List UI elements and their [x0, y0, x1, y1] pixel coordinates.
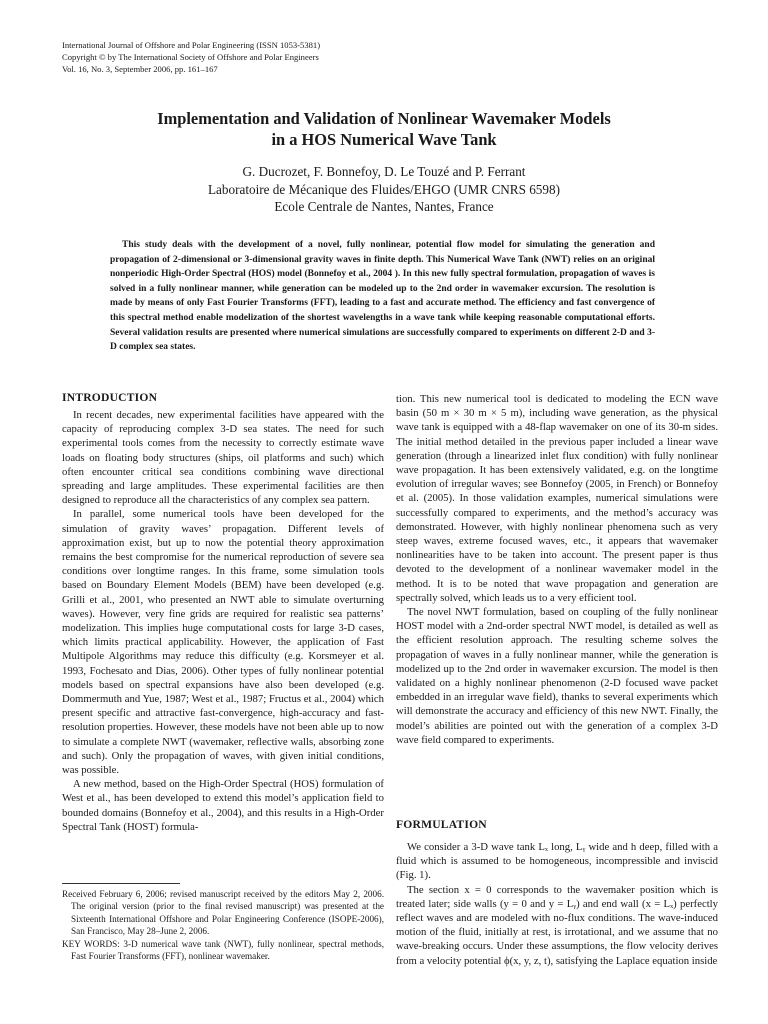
formulation-heading: FORMULATION	[396, 818, 487, 831]
journal-copyright: Copyright © by The International Society of Offshore and Polar Engineers	[62, 51, 319, 62]
introduction-heading: INTRODUCTION	[62, 391, 158, 404]
formulation-paragraph-2: The section x = 0 corresponds to the wavemaker position which is treated later; side walls (y = 0 and y = Lᵧ) and end wall (x = Lₓ) perfectly reflect waves and are modeled with no-flux conditions. The wave-induced motion of the fluid, initially at rest, is irrotational, and we assume that no wave-breaking occurs. Under these assumptions, the flow velocity derives from a velocity potential ϕ(x, y, z, t), satisfying the Laplace equation inside	[396, 883, 718, 967]
author-names: G. Ducrozet, F. Bonnefoy, D. Le Touzé and P. Ferrant	[242, 164, 526, 179]
author-block	[60, 163, 708, 216]
introduction-paragraph-2: In parallel, some numerical tools have been developed for the simulation of gravity waves’ propagation. Different levels of approximation exist, but up to now the potential theory approximation remains the best compromise for the numerical reproduction of severe sea conditions over longtime ranges. In this frame, some simulation tools based on Boundary Element Models (BEM) have been developed (e.g. Grilli et al., 2001, who presented an NWT able to simulate overturning waves). However, very fine grids are required for realistic sea patterns’ modelization. This implies huge computational costs for large 3-D cases, which limits practical applicability. However, the application of Fast Multipole Algorithms may reduce this difficulty (e.g. Korsmeyer et al. 1993, Fochesato and Dias, 2006). Other types of fully nonlinear potential models based on spectral expansions have also been developed (e.g. Dommermuth and Yue, 1987; West et al., 1987; Fructus et al., 2004) which present specific and attractive fast-convergence, high-accuracy and fast-resolution properties. However, these models have not been able up to now to simulate a complete NWT (wavemaker, reflective walls, absorbing zone and such). Only the propagation of waves, with given initial conditions, was possible.	[62, 508, 384, 777]
footnote-divider	[62, 883, 180, 884]
formulation-paragraph-1: We consider a 3-D wave tank Lₓ long, Lᵧ wide and h deep, filled with a fluid which is assumed to be homogeneous, incompressible and inviscid (Fig. 1).	[396, 841, 718, 882]
introduction-paragraph-1: In recent decades, new experimental facilities have appeared with the capacity of reproducing complex 3-D sea states. The need for such experimental tools comes from the necessity to correctly estimate wave loads on floating body structures (ships, oil platforms and such) which often encounter critical sea conditions combining wave directional spreading and large amplitudes. These experimental facilities are then designed to reproduce all the characteristics of any complex sea pattern.	[62, 409, 384, 507]
abstract: This study deals with the development of a novel, fully nonlinear, potential flow model for simulating the generation and propagation of 2-dimensional or 3-dimensional gravity waves in finite depth. This Numerical Wave Tank (NWT) relies on an original nonperiodic High-Order Spectral (HOS) model (Bonnefoy et al., 2004 ). In this new fully spectral formulation, propagation of waves is solved in a fully nonlinear manner, while generation can be modeled up to the 2nd order in wavemaker excursion. The resolution is made by means of only Fast Fourier Transforms (FFT), leading to a fast and accurate method. The efficiency and fast convergence of this spectral method enable modelization of the shortest wavelengths in a wave tank while keeping reasonable computational efforts. Several validation results are presented where numerical simulations are successfully compared to experiments on different 2-D and 3-D complex sea states.	[110, 240, 655, 353]
keywords-footnote: KEY WORDS: 3-D numerical wave tank (NWT), fully nonlinear, spectral methods, Fast Fourier Transforms (FFT), nonlinear wavemaker.	[62, 938, 384, 962]
paper-title	[60, 108, 708, 150]
journal-name: International Journal of Offshore and Polar Engineering (ISSN 1053-5381)	[62, 40, 321, 50]
author-school: Ecole Centrale de Nantes, Nantes, France	[274, 199, 494, 214]
journal-header	[62, 40, 562, 75]
right-column-continuation	[396, 392, 718, 747]
paper-title-line-1: Implementation and Validation of Nonlinear Wavemaker Models	[157, 109, 611, 128]
received-footnote: Received February 6, 2006; revised manuscript received by the editors May 2, 2006. The original version (prior to the final revised manuscript) was presented at the Sixteenth International Offshore and Polar Engineering Conference (ISOPE-2006), San Francisco, May 28–June 2, 2006.	[62, 889, 384, 937]
formulation-column	[396, 840, 718, 968]
author-lab: Laboratoire de Mécanique des Fluides/EHGO (UMR CNRS 6598)	[208, 181, 560, 197]
continuation-paragraph-2: The novel NWT formulation, based on coupling of the fully nonlinear HOST model with a 2nd-order spectral NWT model, is detailed as well as the efficient resolution approach. The resulting scheme solves the propagation of waves in a fully nonlinear manner, while the generation is modelized up to the 2nd order in wavemaker excursion. The model is then validated on a highly nonlinear phenomenon (2-D focused wave packet embedded in an irregular wave field), thanks to several experiments which will demonstrate the accuracy and efficiency of this new NWT. Finally, the model’s abilities are pointed out with the generation of a complex 3-D wave field compared to experiments.	[396, 606, 718, 746]
continuation-paragraph-1: tion. This new numerical tool is dedicated to modeling the ECN wave basin (50 m × 30 m × 5 m), including wave generation, as the physical wave tank is equipped with a 48-flap wavemaker on one of its 30-m sides. The initial method detailed in the previous paper included a linear wave generation (through a linearized inlet flux condition) with fully nonlinear wave propagation. It has been extensively validated, e.g. on the longtime evolution of irregular waves; see Bonnefoy (2005, in French) or Bonnefoy et al. (2005). In those validation examples, numerical simulations were successfully compared to experiments, and the method’s accuracy was demonstrated. However, with highly nonlinear phenomena such as very steep waves, extreme focused waves, etc., it appears that wavemaker nonlinearities have to be taken into account. The present paper is thus devoted to the development of a nonlinear wavemaker model in the method. It is to be noted that wave propagation and generation are spectrally solved, which leads us to a very efficient tool.	[396, 393, 718, 604]
introduction-column	[62, 408, 384, 834]
journal-volume: Vol. 16, No. 3, September 2006, pp. 161–167	[62, 63, 218, 74]
paper-title-line-2: in a HOS Numerical Wave Tank	[271, 130, 497, 149]
footnotes	[62, 888, 384, 962]
introduction-paragraph-3: A new method, based on the High-Order Spectral (HOS) formulation of West et al., has been developed to extend this model’s application field to bounded domains (Bonnefoy et al., 2004), and this results in a High-Order Spectral Tank (HOST) formula-	[62, 778, 384, 833]
